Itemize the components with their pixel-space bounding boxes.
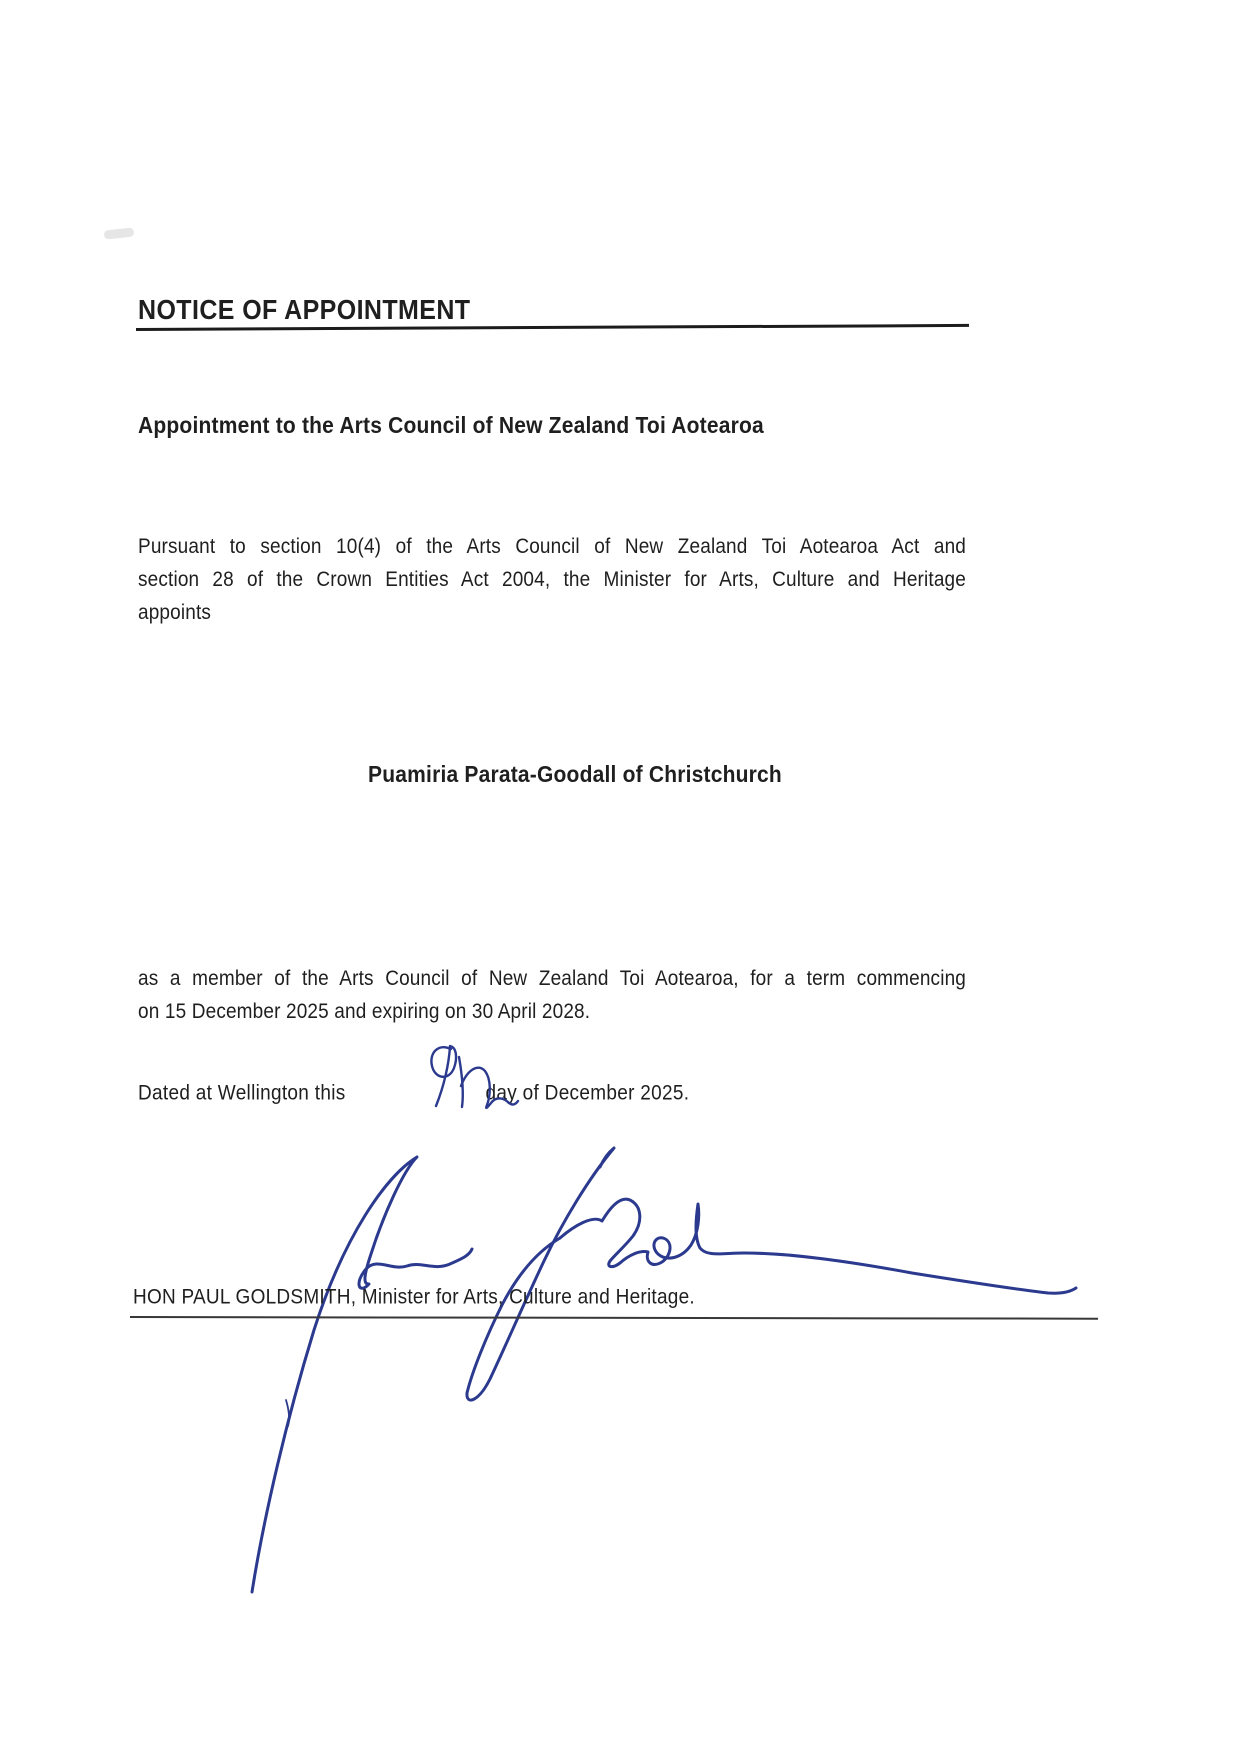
appointee-name: Puamiria Parata-Goodall of Christchurch xyxy=(368,762,782,788)
dated-line xyxy=(138,1082,689,1106)
paragraph-line: appoints xyxy=(138,601,212,625)
page-title: NOTICE OF APPOINTMENT xyxy=(138,295,471,326)
paragraph-line: section 28 of the Crown Entities Act 2004, the Minister for Arts, Culture and Heritage xyxy=(138,568,966,592)
pursuant-paragraph xyxy=(138,531,966,631)
dated-suffix: day of December 2025. xyxy=(485,1082,690,1106)
dated-prefix: Dated at Wellington this xyxy=(138,1082,346,1106)
signature-stroke xyxy=(467,1148,614,1400)
paragraph-line: as a member of the Arts Council of New Zealand Toi Aotearoa, for a term commencing xyxy=(138,967,966,991)
appointment-subtitle: Appointment to the Arts Council of New Zealand Toi Aotearoa xyxy=(138,413,764,439)
signatory-line: HON PAUL GOLDSMITH, Minister for Arts, Culture and Heritage. xyxy=(133,1286,695,1310)
handwritten-day-stroke xyxy=(431,1046,456,1106)
paragraph-line: on 15 December 2025 and expiring on 30 April 2028. xyxy=(138,1000,591,1024)
signature-stroke xyxy=(560,1199,1076,1293)
handwritten-day-stroke xyxy=(461,1068,518,1108)
paragraph-line: Pursuant to section 10(4) of the Arts Council of New Zealand Toi Aotearoa Act and xyxy=(138,535,966,559)
term-paragraph xyxy=(138,963,966,1029)
handwritten-day-ink xyxy=(418,1034,522,1120)
scan-smudge xyxy=(104,227,135,239)
signature-stroke xyxy=(252,1157,472,1592)
